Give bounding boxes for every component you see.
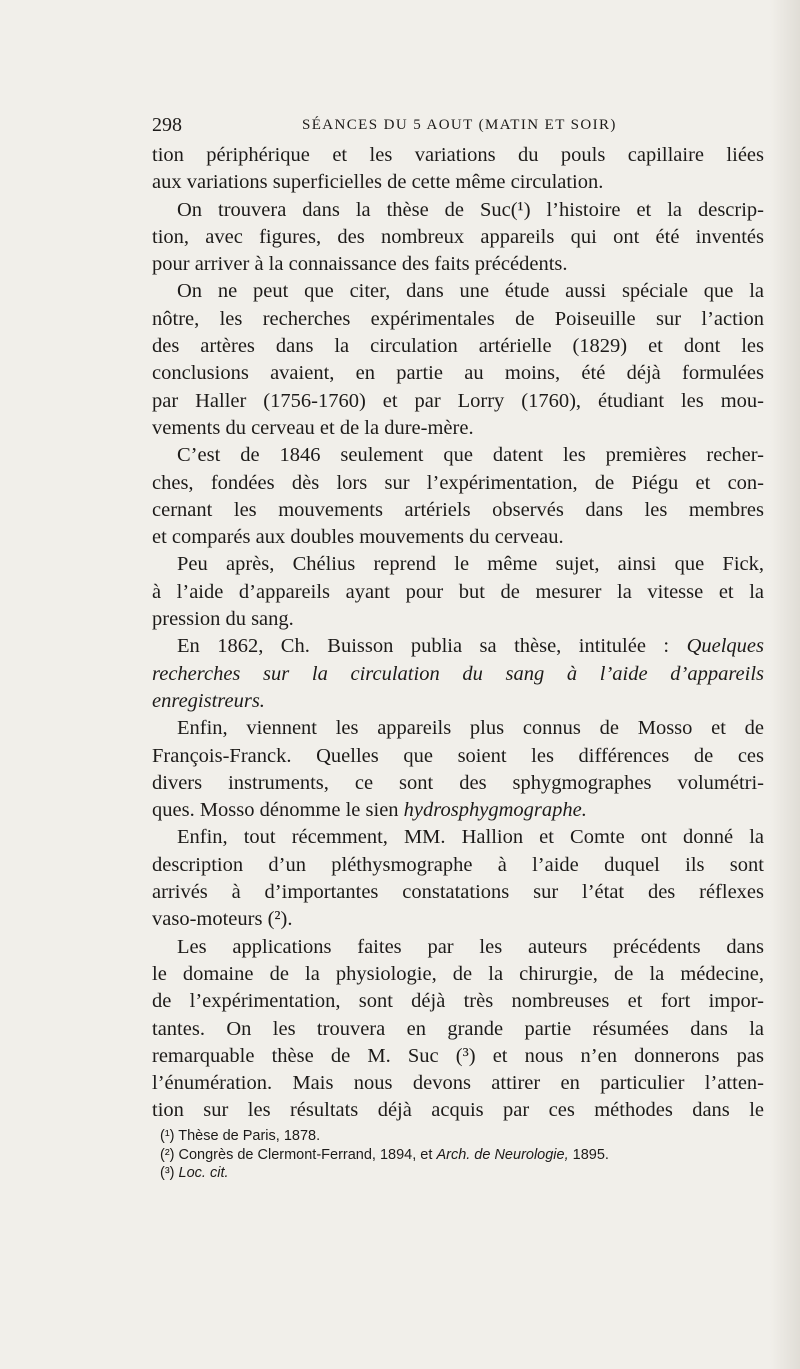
text-line: nôtre, les recherches expérimentales de Poiseuille sur l’action xyxy=(152,307,764,330)
text-line xyxy=(152,688,764,715)
text-line: remarquable thèse de M. Suc (³) et nous n’en donnerons pas xyxy=(152,1044,764,1067)
text-line: l’énumération. Mais nous devons attirer en particulier l’atten- xyxy=(152,1072,764,1095)
italic-title: enregistreurs. xyxy=(152,689,265,712)
text-line: tion sur les résultats déjà acquis par ces méthodes dans le xyxy=(152,1099,764,1122)
footnote xyxy=(160,1164,760,1183)
footnote-year: 1895. xyxy=(572,1146,609,1163)
page-number: 298 xyxy=(152,114,182,136)
text-segment: En 1862, Ch. Buisson publia sa thèse, intitulée : xyxy=(177,635,670,658)
text-line: François-Franck. Quelles que soient les différences de ces xyxy=(152,744,764,767)
text-line: et comparés aux doubles mouvements du cerveau. xyxy=(152,526,564,549)
text-line xyxy=(152,797,764,824)
footnote-text: (²) Congrès de Clermont-Ferrand, 1894, et xyxy=(160,1146,433,1163)
text-line xyxy=(152,661,764,688)
text-line: Enfin, tout récemment, MM. Hallion et Comte ont donné la xyxy=(177,826,764,849)
text-line: tion, avec figures, des nombreux appareils qui ont été inventés xyxy=(152,225,764,248)
text-line: le domaine de la physiologie, de la chirurgie, de la médecine, xyxy=(152,962,764,985)
text-line: ches, fondées dès lors sur l’expérimentation, de Piégu et con- xyxy=(152,471,764,494)
text-line: C’est de 1846 seulement que datent les premières recher- xyxy=(177,444,764,467)
text-line: par Haller (1756-1760) et par Lorry (1760), étudiant les mou- xyxy=(152,389,764,412)
text-line: conclusions avaient, en partie au moins, été déjà formulées xyxy=(152,362,764,385)
scan-edge-shadow xyxy=(770,0,800,1369)
italic-title: recherches sur la circulation du sang à l’aide d’appareils xyxy=(152,662,764,685)
text-line: de l’expérimentation, sont déjà très nombreuses et fort impor- xyxy=(152,990,764,1013)
text-line: divers instruments, ce sont des sphygmographes volumétri- xyxy=(152,771,764,794)
text-line: arrivés à d’importantes constatations sur l’état des réflexes xyxy=(152,881,764,904)
text-line: Peu après, Chélius reprend le même sujet, ainsi que Fick, xyxy=(177,553,764,576)
text-line: à l’aide d’appareils ayant pour but de mesurer la vitesse et la xyxy=(152,580,764,603)
text-line: tantes. On les trouvera en grande partie résumées dans la xyxy=(152,1017,764,1040)
text-line: On ne peut que citer, dans une étude aussi spéciale que la xyxy=(177,280,764,303)
footnote-citation: Loc. cit. xyxy=(178,1165,229,1181)
text-line: cernant les mouvements artériels observés dans les membres xyxy=(152,498,764,521)
italic-title: Quelques xyxy=(686,635,764,658)
text-line: description d’un pléthysmographe à l’aide duquel ils sont xyxy=(152,853,764,876)
text-line: pour arriver à la connaissance des faits précédents. xyxy=(152,253,568,276)
text-line: des artères dans la circulation artérielle (1829) et dont les xyxy=(152,335,764,358)
text-segment: ques. Mosso dénomme le sien xyxy=(152,799,399,822)
footnote-marker: (³) xyxy=(160,1165,175,1181)
body-text xyxy=(152,142,764,1125)
text-line: vements du cerveau et de la dure-mère. xyxy=(152,416,474,439)
italic-term: hydrosphygmographe. xyxy=(403,799,587,822)
footnotes xyxy=(160,1127,760,1183)
running-head: SÉANCES DU 5 AOUT (MATIN ET SOIR) xyxy=(302,117,617,133)
text-line: pression du sang. xyxy=(152,608,294,631)
text-line: aux variations superficielles de cette même circulation. xyxy=(152,171,604,194)
text-line: On trouvera dans la thèse de Suc(¹) l’histoire et la descrip- xyxy=(177,198,764,221)
text-line xyxy=(152,633,764,660)
footnote-journal: Arch. de Neurologie, xyxy=(436,1146,569,1163)
footnote: (¹) Thèse de Paris, 1878. xyxy=(160,1128,321,1144)
page-header xyxy=(152,114,764,142)
text-line: vaso-moteurs (²). xyxy=(152,908,293,931)
text-line: Enfin, viennent les appareils plus connus de Mosso et de xyxy=(177,717,764,740)
text-line: tion périphérique et les variations du pouls capillaire liées xyxy=(152,144,764,166)
footnote xyxy=(160,1146,760,1165)
text-line: Les applications faites par les auteurs précédents dans xyxy=(177,935,764,958)
